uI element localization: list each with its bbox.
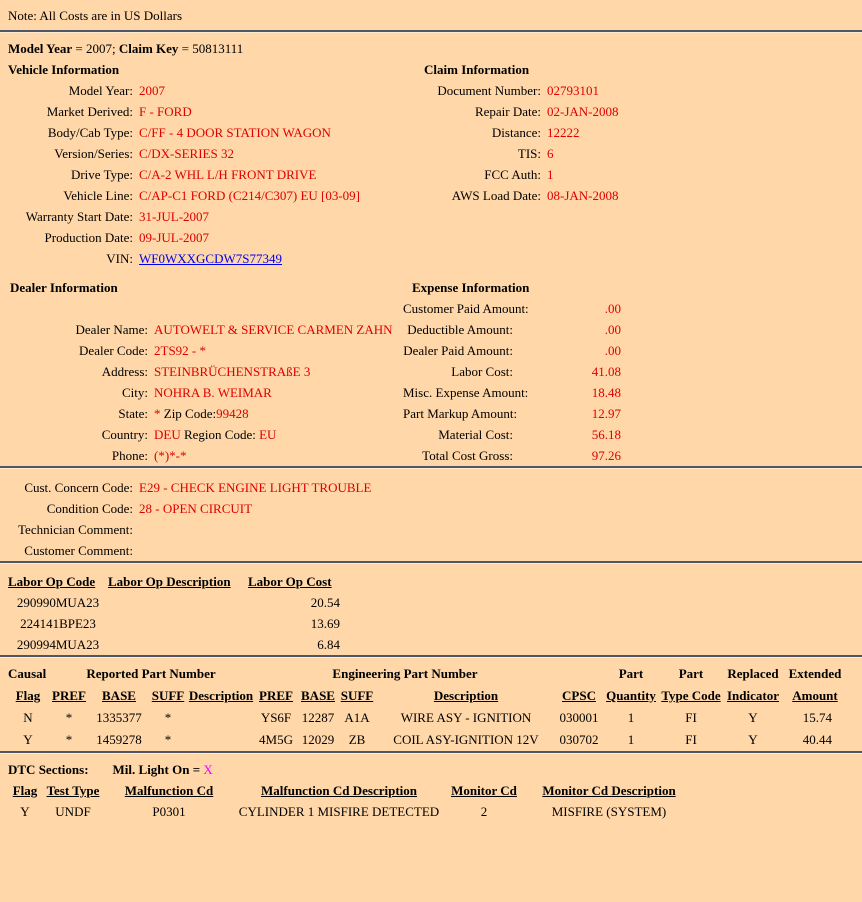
engineering-base-header: BASE [301, 688, 335, 703]
dtc-table [8, 780, 694, 822]
reported-description [188, 729, 254, 751]
engineering-pref-header: PREF [259, 688, 293, 703]
field-value: 97.26 [591, 448, 621, 463]
extended-group-header: Extended [788, 666, 842, 681]
section-divider [0, 561, 862, 564]
field-label: Drive Type: [70, 167, 133, 182]
expense-row [403, 298, 621, 319]
field-label: Repair Date: [474, 104, 541, 119]
claim-row [424, 143, 619, 164]
field-value: 2TS92 - * [154, 343, 206, 358]
reported-description [188, 707, 254, 729]
field-value: F - FORD [139, 104, 192, 119]
engineering-description: COIL ASY-IGNITION 12V [393, 732, 539, 747]
labor-op-cost-header: Labor Op Cost [248, 574, 332, 589]
cpsc: 030001 [559, 710, 599, 725]
extended-amount: 15.74 [802, 710, 832, 725]
labor-op-description [108, 592, 248, 613]
expense-row [403, 361, 621, 382]
field-value: 02793101 [547, 83, 599, 98]
field-label: Labor Cost: [451, 364, 513, 379]
labor-op-row [8, 634, 340, 655]
causal-flag: N [23, 710, 33, 725]
expense-row [403, 403, 621, 424]
vehicle-row [8, 185, 424, 206]
labor-op-code-header: Labor Op Code [8, 574, 96, 589]
labor-op-row [8, 592, 340, 613]
engineering-base: 12287 [301, 710, 335, 725]
labor-op-code: 290990MUA23 [16, 595, 100, 610]
dealer-city-row [8, 382, 403, 403]
vehicle-row [8, 122, 424, 143]
field-label: Distance: [491, 125, 541, 140]
dtc-flag: Y [20, 804, 30, 819]
expense-row [403, 424, 621, 445]
causal-parts-table [8, 663, 846, 751]
vin-label: VIN: [106, 251, 133, 266]
field-label: AWS Load Date: [451, 188, 541, 203]
field-label: TIS: [517, 146, 541, 161]
region-code-label: Region Code: [180, 427, 260, 442]
field-value: 12.97 [591, 406, 621, 421]
dtc-malfunction-cd: P0301 [152, 804, 186, 819]
expense-row [403, 382, 621, 403]
dtc-sections-label: DTC Sections: [8, 762, 89, 777]
field-label: Deductible Amount: [407, 322, 513, 337]
type-code-header: Type Code [661, 688, 721, 703]
field-label: FCC Auth: [484, 167, 541, 182]
claim-key-title-label: Claim Key [118, 41, 179, 56]
dtc-header-row [8, 780, 694, 801]
labor-op-cost: 6.84 [317, 637, 340, 652]
claim-row [424, 80, 619, 101]
parts-row [8, 729, 846, 751]
field-label: Customer Paid Amount: [403, 301, 529, 316]
expense-row [403, 340, 621, 361]
expense-information-block [403, 277, 621, 466]
field-value: 02-JAN-2008 [547, 104, 619, 119]
claim-title [0, 38, 862, 59]
labor-op-cost: 13.69 [310, 616, 340, 631]
field-value: STEINBRÜCHENSTRAßE 3 [154, 364, 311, 379]
field-value: 6 [547, 146, 554, 161]
replaced-indicator: Y [748, 710, 758, 725]
condition-code-row [8, 498, 862, 519]
field-label: Phone: [111, 448, 148, 463]
dealer-phone-row [8, 445, 403, 466]
dtc-malfunction-cd-header: Malfunction Cd [124, 783, 214, 798]
field-label: Country: [101, 427, 148, 442]
causal-flag: Y [23, 732, 33, 747]
field-value: C/A-2 WHL L/H FRONT DRIVE [139, 167, 317, 182]
labor-op-code: 224141BPE23 [20, 616, 96, 631]
replaced-indicator: Y [748, 732, 758, 747]
reported-base: 1335377 [96, 710, 142, 725]
engineering-suff-header: SUFF [340, 688, 374, 703]
reported-suff-header: SUFF [151, 688, 185, 703]
dtc-sections-line [0, 759, 862, 780]
field-value: E29 - CHECK ENGINE LIGHT TROUBLE [139, 480, 372, 495]
amount-header: Amount [792, 688, 838, 703]
mil-light-on-value: X [203, 762, 213, 777]
claim-row [424, 164, 619, 185]
labor-op-description [108, 634, 248, 655]
vehicle-row [8, 227, 424, 248]
field-value: 1 [547, 167, 554, 182]
vehicle-information-header: Vehicle Information [8, 62, 120, 77]
engineering-description-header: Description [433, 688, 499, 703]
parts-column-header-row [8, 685, 846, 707]
field-label: Vehicle Line: [63, 188, 133, 203]
field-label: City: [121, 385, 148, 400]
part-type-code: FI [685, 710, 697, 725]
field-label: Dealer Paid Amount: [403, 343, 513, 358]
part-quantity: 1 [627, 710, 635, 725]
reported-pref-header: PREF [52, 688, 86, 703]
field-value: NOHRA B. WEIMAR [154, 385, 272, 400]
zip-label: Zip Code: [160, 406, 217, 421]
part-type-group-header: Part [678, 666, 704, 681]
field-label: Misc. Expense Amount: [403, 385, 529, 400]
field-label: Total Cost Gross: [422, 448, 513, 463]
section-divider [0, 30, 862, 33]
cpsc-header: CPSC [562, 688, 596, 703]
dtc-monitor-cd-header: Monitor Cd [451, 783, 517, 798]
model-year-title-label: Model Year [8, 41, 73, 56]
cpsc-group-header-spacer [556, 663, 602, 685]
labor-op-cost: 20.54 [310, 595, 340, 610]
field-label: Production Date: [44, 230, 133, 245]
field-label: Document Number: [437, 83, 541, 98]
reported-part-number-group-header: Reported Part Number [86, 666, 216, 681]
dealer-name-row [8, 319, 403, 340]
expense-row [403, 319, 621, 340]
section-divider [0, 751, 862, 754]
field-label: Address: [101, 364, 148, 379]
claim-row [424, 185, 619, 206]
field-label: State: [118, 406, 148, 421]
flag-header: Flag [15, 688, 41, 703]
field-label: Warranty Start Date: [25, 209, 133, 224]
field-value: .00 [604, 301, 621, 316]
dealer-information-header: Dealer Information [10, 280, 118, 295]
country-value: DEU [154, 427, 181, 442]
reported-pref: * [65, 732, 73, 747]
vehicle-information-block [8, 59, 424, 269]
field-value: 12222 [547, 125, 580, 140]
field-value: C/DX-SERIES 32 [139, 146, 234, 161]
engineering-part-number-group-header: Engineering Part Number [332, 666, 478, 681]
vehicle-row [8, 206, 424, 227]
field-value: 56.18 [591, 427, 621, 442]
field-value: 2007 [139, 83, 165, 98]
vehicle-row [8, 143, 424, 164]
field-value: 18.48 [591, 385, 621, 400]
reported-base: 1459278 [96, 732, 142, 747]
claim-information-block [424, 59, 619, 269]
part-quantity: 1 [627, 732, 635, 747]
part-type-code: FI [685, 732, 697, 747]
field-value: C/AP-C1 FORD (C214/C307) EU [03-09] [139, 188, 361, 203]
dtc-row [8, 801, 694, 822]
dtc-malfunction-cd-description: CYLINDER 1 MISFIRE DETECTED [238, 804, 440, 819]
concern-section [0, 477, 862, 561]
field-label: Cust. Concern Code: [24, 480, 133, 495]
engineering-pref: YS6F [260, 710, 292, 725]
part-quantity-group-header: Part [618, 666, 644, 681]
dtc-monitor-cd-description-header: Monitor Cd Description [542, 783, 676, 798]
labor-op-table [8, 571, 340, 655]
replaced-group-header: Replaced [727, 666, 779, 681]
field-value: C/FF - 4 DOOR STATION WAGON [139, 125, 331, 140]
dealer-address-row [8, 361, 403, 382]
vehicle-claim-section [0, 59, 862, 269]
vin-row [8, 248, 424, 269]
section-divider [0, 655, 862, 658]
vehicle-row [8, 80, 424, 101]
claim-key-title-value: = 50813111 [178, 41, 244, 56]
vin-link[interactable]: WF0WXXGCDW7S77349 [139, 251, 282, 266]
dtc-monitor-cd: 2 [480, 804, 488, 819]
region-code-value: EU [259, 427, 277, 442]
dtc-test-type: UNDF [55, 804, 91, 819]
dealer-state-zip-row [8, 403, 403, 424]
engineering-base: 12029 [301, 732, 335, 747]
labor-op-description [108, 613, 248, 634]
spacer-row [8, 298, 403, 319]
field-label: Dealer Code: [79, 343, 148, 358]
mil-light-on-label: Mil. Light On = [112, 762, 204, 777]
vehicle-row [8, 164, 424, 185]
field-value: 28 - OPEN CIRCUIT [139, 501, 253, 516]
model-year-title-value: = 2007; [72, 41, 119, 56]
field-label: Version/Series: [54, 146, 133, 161]
field-value: 31-JUL-2007 [139, 209, 210, 224]
dealer-information-block [8, 277, 403, 466]
labor-op-row [8, 613, 340, 634]
field-label: Dealer Name: [75, 322, 148, 337]
customer-comment-row [8, 540, 862, 561]
engineering-pref: 4M5G [259, 732, 293, 747]
expense-row [403, 445, 621, 466]
zip-value: 99428 [216, 406, 249, 421]
state-value: * [154, 406, 161, 421]
field-label: Customer Comment: [24, 543, 133, 558]
reported-suff: * [164, 732, 172, 747]
field-label: Material Cost: [438, 427, 513, 442]
reported-description-header: Description [188, 688, 254, 703]
expense-information-header: Expense Information [412, 280, 530, 295]
field-value: 41.08 [591, 364, 621, 379]
field-label: Condition Code: [46, 501, 133, 516]
quantity-header: Quantity [606, 688, 656, 703]
section-divider [0, 466, 862, 469]
engineering-description: WIRE ASY - IGNITION [400, 710, 532, 725]
labor-op-code: 290994MUA23 [16, 637, 100, 652]
field-label: Technician Comment: [18, 522, 133, 537]
labor-op-description-header: Labor Op Description [108, 574, 231, 589]
causal-group-header: Causal [8, 666, 47, 681]
dealer-code-row [8, 340, 403, 361]
reported-base-header: BASE [102, 688, 136, 703]
reported-pref: * [65, 710, 73, 725]
field-value: .00 [604, 343, 621, 358]
engineering-suff: A1A [344, 710, 370, 725]
concern-code-row [8, 477, 862, 498]
extended-amount: 40.44 [802, 732, 832, 747]
field-label: Body/Cab Type: [47, 125, 133, 140]
field-label: Model Year: [68, 83, 133, 98]
field-label: Part Markup Amount: [403, 406, 518, 421]
reported-suff: * [164, 710, 172, 725]
field-value: .00 [604, 322, 621, 337]
technician-comment-row [8, 519, 862, 540]
indicator-header: Indicator [727, 688, 779, 703]
field-value: AUTOWELT & SERVICE CARMEN ZAHN [154, 322, 393, 337]
parts-row [8, 707, 846, 729]
claim-row [424, 122, 619, 143]
engineering-suff: ZB [348, 732, 366, 747]
claim-information-header: Claim Information [424, 62, 530, 77]
dtc-flag-header: Flag [12, 783, 38, 798]
dealer-country-region-row [8, 424, 403, 445]
field-value: (*)*-* [154, 448, 187, 463]
dealer-expense-section [0, 277, 862, 466]
dtc-section [0, 759, 862, 822]
dtc-malfunction-cd-description-header: Malfunction Cd Description [261, 783, 417, 798]
cpsc: 030702 [559, 732, 599, 747]
vehicle-row [8, 101, 424, 122]
costs-note: Note: All Costs are in US Dollars [8, 8, 183, 23]
labor-op-header-row [8, 571, 340, 592]
field-label: Market Derived: [46, 104, 133, 119]
parts-group-header-row [8, 663, 846, 685]
dtc-monitor-cd-description: MISFIRE (SYSTEM) [551, 804, 667, 819]
claim-row [424, 101, 619, 122]
field-value: 08-JAN-2008 [547, 188, 619, 203]
field-value: 09-JUL-2007 [139, 230, 210, 245]
dtc-test-type-header: Test Type [46, 783, 100, 798]
